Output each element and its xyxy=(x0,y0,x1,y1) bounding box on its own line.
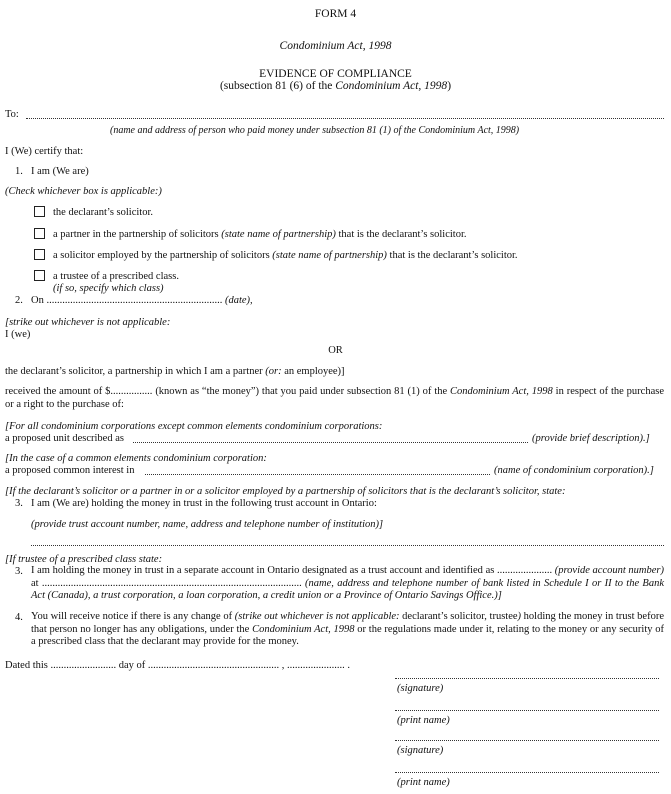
option-trustee: a trustee of a prescribed class. xyxy=(53,271,179,282)
i-we-text: I (we) xyxy=(5,329,31,340)
print-name-line-2[interactable] xyxy=(395,772,659,773)
signature-line-1[interactable] xyxy=(395,678,659,679)
common-interest-note: (name of condominium corporation).] xyxy=(494,465,654,476)
common-interest-label: a proposed common interest in xyxy=(5,465,135,476)
signature-line-2[interactable] xyxy=(395,740,659,741)
item-3-number: 3. xyxy=(15,498,23,509)
item-3-text: I am (We are) holding the money in trust in the following trust account in Ontario: xyxy=(31,498,377,509)
document-subtitle: (subsection 81 (6) of the Condominium Act, 1998) xyxy=(219,80,452,92)
trustee-note: [If trustee of a prescribed class state: xyxy=(5,554,163,565)
checkbox-trustee[interactable] xyxy=(34,270,45,281)
item-3-note: (provide trust account number, name, address and telephone number of institution)] xyxy=(31,519,384,530)
to-note: (name and address of person who paid money under subsection 81 (1) of the Condominium Act, 1998) xyxy=(110,125,520,136)
to-label: To: xyxy=(5,109,19,120)
checkbox-declarant-solicitor[interactable] xyxy=(34,206,45,217)
print-name-label-1: (print name) xyxy=(397,715,450,726)
item-1-number: 1. xyxy=(15,166,23,177)
act-title: Condominium Act, 1998 xyxy=(279,40,392,52)
proposed-unit-label: a proposed unit described as xyxy=(5,433,124,444)
document-title: EVIDENCE OF COMPLIANCE xyxy=(259,68,412,80)
item-4-paragraph: You will receive notice if there is any change of (strike out whichever is not applicable: declarant’s solicitor, trustee) holding the money in trust before that person no longer has any obligations, under the Condominium Act, 1998 or the regulations made under it, relating to the money or any security of a prescribed class that the declarant may provide for the money. xyxy=(31,611,664,647)
solicitor-line: the declarant’s solicitor, a partnership in which I am a partner (or: an employee)] xyxy=(5,366,345,377)
partner-note: [If the declarant’s solicitor or a partner in or a solicitor employed by a partnership of solicitors that is the declarant’s solicitor, state: xyxy=(5,486,566,497)
strike-note: [strike out whichever is not applicable: xyxy=(5,317,171,328)
print-name-label-2: (print name) xyxy=(397,777,450,788)
dated-line: Dated this ......................... day of .................................................. , ...................... . xyxy=(5,660,351,671)
received-paragraph: received the amount of $................ (known as “the money”) that you paid under subsection 81 (1) of the Condominium Act, 1998 in respect of the purchase or a right to the purchase of: xyxy=(5,386,664,410)
all-corporations-note: [For all condominium corporations except common elements condominium corporations: xyxy=(5,421,383,432)
checkbox-partner[interactable] xyxy=(34,228,45,239)
item-1-text: I am (We are) xyxy=(31,166,89,177)
option-partner: a partner in the partnership of solicitors (state name of partnership) that is the declarant’s solicitor. xyxy=(53,229,467,240)
to-field[interactable] xyxy=(26,118,664,119)
item-3b-number: 3. xyxy=(15,566,23,577)
option-declarant-solicitor: the declarant’s solicitor. xyxy=(53,207,154,218)
signature-label-2: (signature) xyxy=(397,745,444,756)
checkbox-employed-solicitor[interactable] xyxy=(34,249,45,260)
proposed-unit-field[interactable] xyxy=(133,442,528,443)
option-trustee-note: (if so, specify which class) xyxy=(53,283,164,294)
item-3b-paragraph: I am holding the money in trust in a separate account in Ontario designated as a trust account and identified as ..................... (provide account number) at ................................................................................................... (name, address and telephone number of bank listed in Schedule I or II to the Bank Act (Canada), a trust corporation, a loan corporation, a credit union or a Province of Ontario Savings Office.)] xyxy=(31,565,665,601)
form-number: FORM 4 xyxy=(314,8,357,20)
or-separator: OR xyxy=(328,345,343,356)
certify-text: I (We) certify that: xyxy=(5,146,84,157)
proposed-unit-note: (provide brief description).] xyxy=(532,433,650,444)
trust-account-field[interactable] xyxy=(31,545,664,546)
print-name-line-1[interactable] xyxy=(395,710,659,711)
item-2-number: 2. xyxy=(15,295,23,306)
item-2-text: On ................................................................... (date), xyxy=(31,295,253,306)
check-instruction: (Check whichever box is applicable:) xyxy=(5,186,162,197)
common-interest-field[interactable] xyxy=(145,474,490,475)
common-elements-note: [In the case of a common elements condominium corporation: xyxy=(5,453,267,464)
item-4-number: 4. xyxy=(15,612,23,623)
signature-label-1: (signature) xyxy=(397,683,444,694)
option-employed-solicitor: a solicitor employed by the partnership of solicitors (state name of partnership) that is the declarant’s solicitor. xyxy=(53,250,518,261)
